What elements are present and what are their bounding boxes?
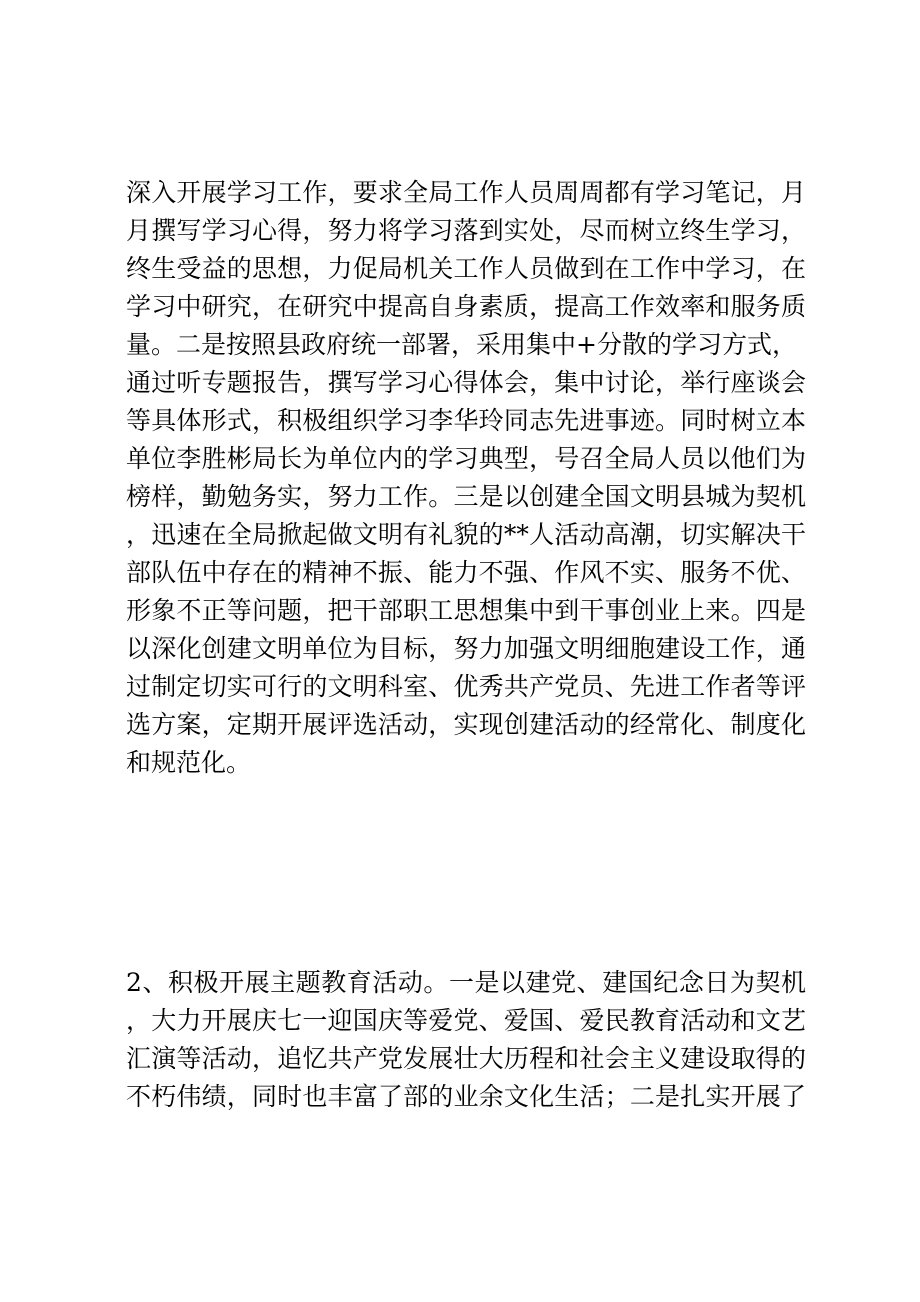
text-line: 和规范化。 <box>126 748 252 777</box>
text-line: 终生受益的思想，力促局机关工作人员做到在工作中学习，在 <box>126 254 806 283</box>
text-line: ，迅速在全局掀起做文明有礼貌的**人活动高潮，切实解决干 <box>126 520 806 549</box>
body-paragraph <box>126 964 806 1116</box>
text-line: ，大力开展庆七一迎国庆等爱党、爱国、爱民教育活动和文艺 <box>126 1006 806 1035</box>
text-line: 榜样，勤勉务实，努力工作。三是以创建全国文明县城为契机 <box>126 482 806 511</box>
text-line: 以深化创建文明单位为目标，努力加强文明细胞建设工作，通 <box>126 634 806 663</box>
text-line: 汇演等活动，追忆共产党发展壮大历程和社会主义建设取得的 <box>126 1044 806 1073</box>
text-line: 深入开展学习工作，要求全局工作人员周周都有学习笔记，月 <box>126 178 806 207</box>
text-line: 部队伍中存在的精神不振、能力不强、作风不实、服务不优、 <box>126 558 806 587</box>
text-line: 通过听专题报告，撰写学习心得体会，集中讨论，举行座谈会 <box>126 368 806 397</box>
text-line: 量。二是按照县政府统一部署，采用集中+分散的学习方式， <box>126 330 797 359</box>
text-line: 形象不正等问题，把干部职工思想集中到干事创业上来。四是 <box>126 596 806 625</box>
text-line: 选方案，定期开展评选活动，实现创建活动的经常化、制度化 <box>126 710 806 739</box>
text-line: 月撰写学习心得，努力将学习落到实处，尽而树立终生学习， <box>126 216 806 245</box>
text-line: 过制定切实可行的文明科室、优秀共产党员、先进工作者等评 <box>126 672 806 701</box>
text-line: 单位李胜彬局长为单位内的学习典型，号召全局人员以他们为 <box>126 444 806 473</box>
text-line: 不朽伟绩，同时也丰富了部的业余文化生活；二是扎实开展了 <box>126 1082 806 1111</box>
text-line: 学习中研究，在研究中提高自身素质，提高工作效率和服务质 <box>126 292 806 321</box>
body-paragraph <box>126 174 806 782</box>
text-line: 等具体形式，积极组织学习李华玲同志先进事迹。同时树立本 <box>126 406 806 435</box>
text-line: 2、积极开展主题教育活动。一是以建党、建国纪念日为契机 <box>126 968 806 997</box>
